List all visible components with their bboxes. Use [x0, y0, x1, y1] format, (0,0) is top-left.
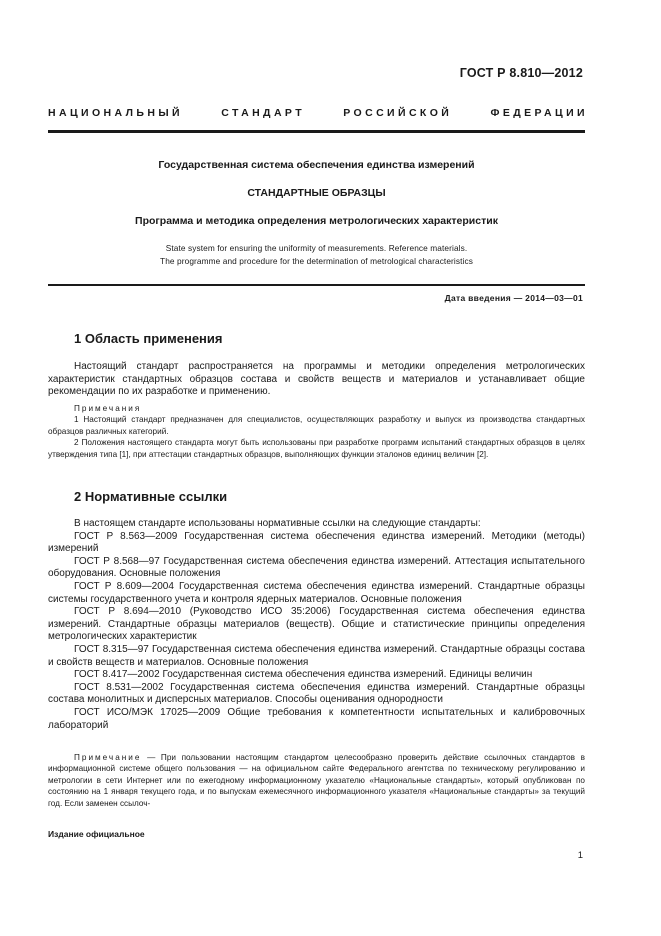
section-1-heading: 1 Область применения — [74, 331, 223, 346]
section-1-paragraph: Настоящий стандарт распространяется на программы и методики определения метрологических характеристик стандартных образцов состава и свойств веществ и материалов и устанавливает общие рекомендации по их разработке и применению. — [48, 361, 585, 398]
page-number: 1 — [577, 850, 583, 861]
english-title-line-1: State system for ensuring the uniformity of measurements. Reference materials. — [165, 243, 468, 253]
note-label: Примечание — [74, 753, 142, 762]
notes-label: Примечания — [74, 404, 142, 413]
title-program: Программа и методика определения метрологических характеристик — [135, 215, 498, 227]
note-1: 1 Настоящий стандарт предназначен для специалистов, осуществляющих разработку и выпуск из производства стандартных образцов различных категорий. — [48, 415, 585, 436]
english-title-line-2: The programme and procedure for the determination of metrological characteristics — [160, 256, 473, 266]
reference-item: ГОСТ Р 8.568—97 Государственная система обеспечения единства измерений. Аттестация испытательного оборудования. Основные положения — [48, 555, 585, 580]
note-text: — При пользовании настоящим стандартом целесообразно проверить действие ссылочных стандартов в информационной системе общего пользования — на официальном сайте Федерального агентства по техническому регулированию и метрологии в сети Интернет или по ежегодному информационному указателю «Национальные стандарты», который опубликован по состоянию на 1 января текущего года, и по выпускам ежемесячного информационного указателя «Национальные стандарты» за текущий год. Если заменен ссылоч- — [48, 753, 585, 808]
references-note — [48, 752, 585, 809]
title-subject: СТАНДАРТНЫЕ ОБРАЗЦЫ — [247, 187, 386, 199]
national-standard-line: НАЦИОНАЛЬНЫЙ СТАНДАРТ РОССИЙСКОЙ ФЕДЕРАЦИИ — [48, 107, 588, 119]
document-number: ГОСТ Р 8.810—2012 — [459, 66, 583, 80]
section-1-notes — [48, 403, 585, 460]
english-title — [48, 242, 585, 268]
title-rule — [48, 284, 585, 286]
official-edition-label: Издание официальное — [48, 829, 145, 839]
reference-item: ГОСТ Р 8.609—2004 Государственная система обеспечения единства измерений. Стандартные образцы системы государственного учета и контроля ядерных материалов. Основные положения — [48, 580, 585, 605]
title-system: Государственная система обеспечения единства измерений — [158, 159, 475, 171]
header-rule — [48, 130, 585, 133]
reference-item: ГОСТ 8.417—2002 Государственная система обеспечения единства измерений. Единицы величин — [74, 669, 533, 681]
note-2: 2 Положения настоящего стандарта могут быть использованы при разработке программ испытаний стандартных образцов в целях утверждения типа [1], при аттестации стандартных образцов, выполняющих функции эталонов единиц величин [2]. — [48, 438, 585, 459]
reference-item: ГОСТ ИСО/МЭК 17025—2009 Общие требования к компетентности испытательных и калибровочных лабораторий — [48, 706, 585, 731]
reference-item: ГОСТ 8.531—2002 Государственная система обеспечения единства измерений. Стандартные образцы состава монолитных и дисперсных материалов. Способы оценивания однородности — [48, 681, 585, 706]
references-intro: В настоящем стандарте использованы нормативные ссылки на следующие стандарты: — [74, 518, 481, 529]
reference-item: ГОСТ 8.315—97 Государственная система обеспечения единства измерений. Стандартные образцы состава и свойств веществ и материалов. Основные положения — [48, 643, 585, 668]
introduction-date: Дата введения — 2014—03—01 — [444, 293, 583, 303]
normative-references — [48, 518, 585, 732]
section-1-text — [48, 361, 585, 399]
references-note-paragraph — [48, 752, 585, 809]
reference-item: ГОСТ Р 8.563—2009 Государственная система обеспечения единства измерений. Методики (методы) измерений — [48, 530, 585, 555]
section-2-heading: 2 Нормативные ссылки — [74, 489, 228, 504]
reference-item: ГОСТ Р 8.694—2010 (Руководство ИСО 35:2006) Государственная система обеспечения единства измерений. Стандартные образцы материалов (веществ). Общие и статистические принципы определения метрологических характеристик — [48, 606, 585, 643]
